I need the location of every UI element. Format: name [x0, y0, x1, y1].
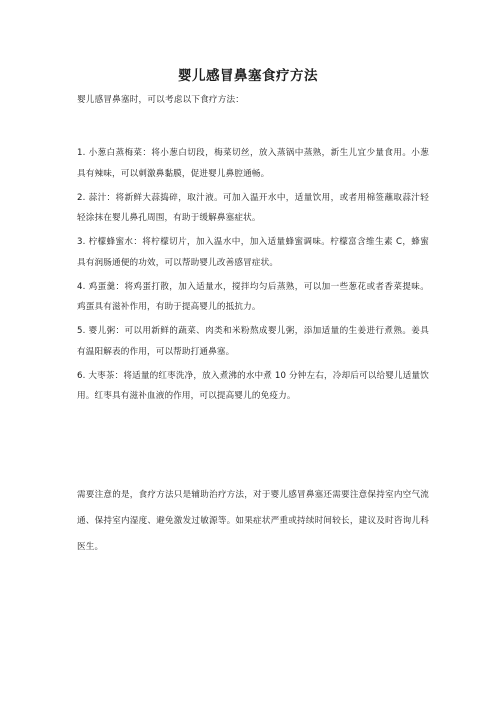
intro-paragraph: 婴儿感冒鼻塞时，可以考虑以下食疗方法：	[77, 95, 245, 105]
remedy-list	[77, 143, 429, 410]
list-item: 5. 婴儿粥：可以用新鲜的蔬菜、肉类和米粉熬成婴儿粥，添加适量的生姜进行煮熟。姜具有温阳解表的作用，可以帮助打通鼻塞。	[77, 326, 429, 357]
list-item: 2. 蒜汁：将新鲜大蒜捣碎，取汁液。可加入温开水中，适量饮用，或者用棉签蘸取蒜汁轻轻涂抹在婴儿鼻孔周围，有助于缓解鼻塞症状。	[77, 192, 429, 223]
closing-note: 需要注意的是，食疗方法只是辅助治疗方法，对于婴儿感冒鼻塞还需要注意保持室内空气流通、保持室内湿度、避免激发过敏源等。如果症状严重或持续时间较长，建议及时咨询儿科医生。	[77, 490, 429, 552]
document-title: 婴儿感冒鼻塞食疗方法	[178, 68, 318, 84]
list-item: 3. 柠檬蜂蜜水：将柠檬切片，加入温水中，加入适量蜂蜜调味。柠檬富含维生素 C，蜂蜜具有润肠通便的功效，可以帮助婴儿改善感冒症状。	[77, 237, 429, 268]
list-item: 6. 大枣茶：将适量的红枣洗净，放入煮沸的水中煮 10 分钟左右，冷却后可以给婴儿适量饮用。红枣具有滋补血液的作用，可以提高婴儿的免疫力。	[77, 370, 429, 401]
list-item: 1. 小葱白蒸梅菜：将小葱白切段，梅菜切丝，放入蒸锅中蒸熟，新生儿宜少量食用。小葱具有辣味，可以刺激鼻黏膜，促进婴儿鼻腔通畅。	[77, 148, 429, 179]
list-item: 4. 鸡蛋羹：将鸡蛋打散，加入适量水，搅拌均匀后蒸熟，可以加一些葱花或者香菜提味。鸡蛋具有滋补作用，有助于提高婴儿的抵抗力。	[77, 281, 429, 312]
